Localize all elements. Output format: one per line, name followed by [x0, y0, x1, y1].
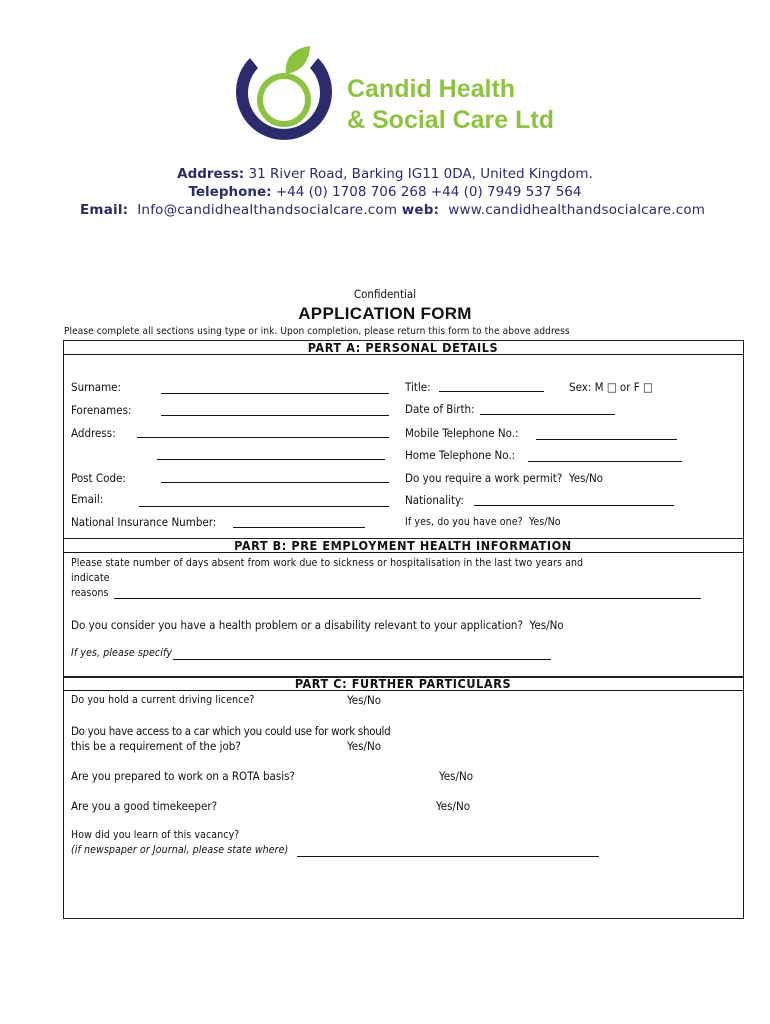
if-yes-specify-label: If yes, please specify	[71, 647, 173, 659]
post-code-label: Post Code:	[71, 471, 126, 485]
nationality-field[interactable]	[474, 505, 674, 506]
address-label: Address:	[177, 166, 245, 182]
health-problem-label: Do you consider you have a health problem or a disability relevant to your application?	[71, 618, 523, 632]
mobile-field[interactable]	[536, 439, 677, 440]
form-title: APPLICATION FORM	[298, 304, 472, 323]
address-label-a: Address:	[71, 426, 116, 440]
confidential-label: Confidential	[353, 287, 417, 301]
rota-answer[interactable]: Yes/No	[439, 769, 474, 783]
work-permit-label: Do you require a work permit?	[405, 471, 563, 485]
vacancy-hint: (if newspaper or Journal, please state where)	[71, 844, 289, 856]
days-absent-line2: indicate	[71, 572, 110, 584]
nationality-label: Nationality:	[405, 493, 464, 507]
sex-checkbox-group[interactable]: Sex: M □ or F □	[569, 380, 653, 394]
web-label: web:	[401, 202, 440, 218]
health-specify-field[interactable]	[173, 659, 551, 660]
dob-label: Date of Birth:	[405, 402, 475, 416]
mobile-label: Mobile Telephone No.:	[405, 426, 519, 440]
vacancy-field[interactable]	[297, 856, 599, 857]
form-instructions: Please complete all sections using type or ink. Upon completion, please return this form to the above address	[64, 326, 570, 337]
web-link[interactable]: www.candidhealthandsocialcare.com	[448, 202, 706, 218]
email-link[interactable]: Info@candidhealthandsocialcare.com	[137, 202, 398, 218]
home-phone-field[interactable]	[528, 461, 682, 462]
timekeeper-answer[interactable]: Yes/No	[436, 799, 471, 813]
home-phone-label: Home Telephone No.:	[405, 448, 516, 462]
health-problem-answer[interactable]: Yes/No	[529, 618, 564, 632]
if-yes-answer[interactable]: Yes/No	[528, 516, 561, 528]
address-line	[0, 166, 770, 182]
part-c-heading: PART C: FURTHER PARTICULARS	[294, 676, 512, 691]
rota-label: Are you prepared to work on a ROTA basis?	[71, 769, 296, 783]
work-permit-question	[405, 471, 603, 485]
part-c-section	[63, 676, 744, 919]
address-value: 31 River Road, Barking IG11 0DA, United Kingdom.	[248, 166, 593, 182]
reasons-field[interactable]	[114, 598, 701, 599]
contact-line	[80, 202, 705, 218]
dob-field[interactable]	[480, 414, 615, 415]
post-code-field[interactable]	[161, 482, 389, 483]
work-permit-answer[interactable]: Yes/No	[568, 471, 604, 485]
telephone-line	[0, 184, 770, 200]
surname-label: Surname:	[71, 380, 122, 394]
company-name-line1: Candid Health	[347, 75, 516, 103]
forenames-label: Forenames:	[71, 403, 132, 417]
email-field[interactable]	[139, 506, 389, 507]
title-label: Title:	[405, 380, 431, 394]
health-problem-question	[71, 618, 564, 632]
car-access-line1: Do you have access to a car which you could use for work should	[71, 724, 391, 738]
address-field-1[interactable]	[137, 437, 389, 438]
ni-number-field[interactable]	[233, 527, 365, 528]
address-field-2[interactable]	[157, 459, 385, 460]
timekeeper-label: Are you a good timekeeper?	[71, 799, 218, 813]
car-access-answer[interactable]: Yes/No	[347, 739, 382, 753]
driving-licence-label: Do you hold a current driving licence?	[71, 694, 255, 706]
days-absent-line3: reasons	[71, 587, 109, 599]
email-label: Email:	[80, 202, 129, 218]
part-a-heading: PART A: PERSONAL DETAILS	[307, 340, 499, 355]
company-name-line2: & Social Care Ltd	[347, 106, 554, 134]
ni-number-label: National Insurance Number:	[71, 515, 217, 529]
car-access-line2: this be a requirement of the job?	[71, 739, 241, 753]
vacancy-question: How did you learn of this vacancy?	[71, 829, 240, 841]
company-logo	[228, 44, 340, 150]
days-absent-line1: Please state number of days absent from work due to sickness or hospitalisation in the last two years and	[71, 557, 584, 569]
driving-licence-answer[interactable]: Yes/No	[347, 693, 382, 707]
email-label-a: Email:	[71, 492, 104, 506]
part-b-heading: PART B: PRE EMPLOYMENT HEALTH INFORMATION	[234, 538, 572, 553]
telephone-value: +44 (0) 1708 706 268 +44 (0) 7949 537 564	[275, 184, 582, 200]
surname-field[interactable]	[161, 393, 389, 394]
title-field[interactable]	[439, 391, 544, 392]
telephone-label: Telephone:	[188, 184, 272, 200]
forenames-field[interactable]	[161, 415, 389, 416]
if-yes-label: If yes, do you have one?	[405, 516, 523, 528]
if-yes-question	[405, 516, 561, 528]
